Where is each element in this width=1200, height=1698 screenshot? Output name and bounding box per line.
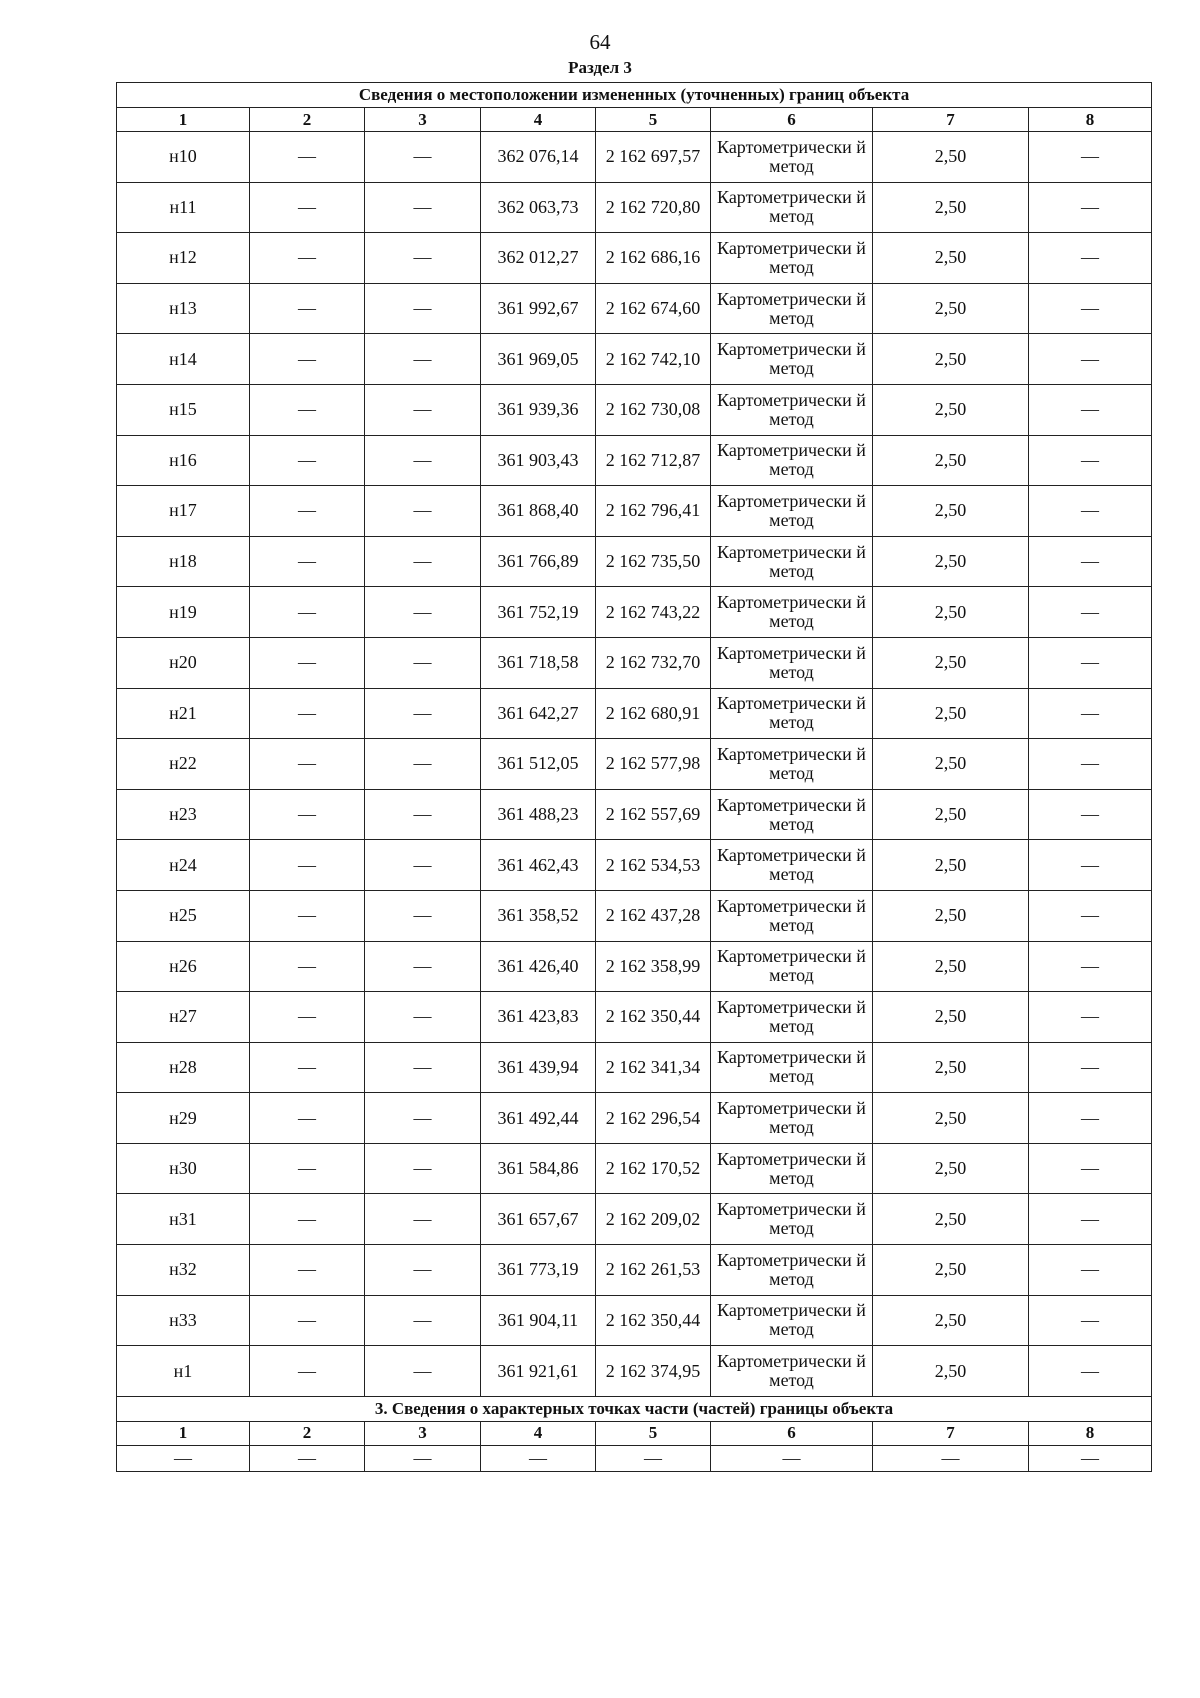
y-coordinate-cell: 2 162 209,02 (596, 1194, 711, 1245)
column-number-cell: 3 (365, 108, 481, 132)
col3-cell: — (365, 233, 481, 284)
col3-cell: — (365, 1143, 481, 1194)
method-cell: Картометрически й метод (711, 1093, 873, 1144)
col3-cell: — (365, 1346, 481, 1397)
point-cell: н10 (117, 132, 250, 183)
column-number-cell: 2 (250, 1421, 365, 1445)
x-coordinate-cell: 361 512,05 (481, 739, 596, 790)
accuracy-cell: 2,50 (873, 688, 1029, 739)
col3-cell: — (365, 688, 481, 739)
col2-cell: — (250, 334, 365, 385)
point-cell: н29 (117, 1093, 250, 1144)
accuracy-cell: 2,50 (873, 435, 1029, 486)
y-coordinate-cell: 2 162 296,54 (596, 1093, 711, 1144)
table-row (117, 1093, 1152, 1144)
col8-cell: — (1029, 1346, 1152, 1397)
boundary-table (116, 82, 1152, 1472)
col3-cell: — (365, 182, 481, 233)
column-number-cell: 5 (596, 108, 711, 132)
accuracy-cell: 2,50 (873, 840, 1029, 891)
col3-cell: — (365, 890, 481, 941)
table-row (117, 789, 1152, 840)
point-cell: н21 (117, 688, 250, 739)
col2-cell: — (250, 1194, 365, 1245)
y-coordinate-cell: 2 162 170,52 (596, 1143, 711, 1194)
col2-cell: — (250, 384, 365, 435)
method-cell: Картометрически й метод (711, 992, 873, 1043)
method-cell: Картометрически й метод (711, 486, 873, 537)
point-cell: н22 (117, 739, 250, 790)
point-cell: н31 (117, 1194, 250, 1245)
table-row (117, 688, 1152, 739)
col8-cell: — (1029, 1042, 1152, 1093)
accuracy-cell: 2,50 (873, 536, 1029, 587)
col8-cell: — (1029, 536, 1152, 587)
column-number-cell: 8 (1029, 1421, 1152, 1445)
accuracy-cell: 2,50 (873, 1093, 1029, 1144)
method-cell: Картометрически й метод (711, 789, 873, 840)
method-cell: Картометрически й метод (711, 890, 873, 941)
y-coordinate-cell: 2 162 437,28 (596, 890, 711, 941)
method-cell: Картометрически й метод (711, 637, 873, 688)
col3-cell: — (365, 283, 481, 334)
column-number-cell: 1 (117, 108, 250, 132)
accuracy-cell: 2,50 (873, 1194, 1029, 1245)
method-cell: Картометрически й метод (711, 840, 873, 891)
col3-cell: — (365, 840, 481, 891)
col3-cell: — (365, 435, 481, 486)
point-cell: н11 (117, 182, 250, 233)
part-section-title: 3. Сведения о характерных точках части (частей) границы объекта (117, 1396, 1152, 1421)
column-number-cell: 3 (365, 1421, 481, 1445)
col2-cell: — (250, 637, 365, 688)
y-coordinate-cell: 2 162 674,60 (596, 283, 711, 334)
table-row (117, 384, 1152, 435)
col3-cell: — (365, 1093, 481, 1144)
point-cell: н16 (117, 435, 250, 486)
method-cell: Картометрически й метод (711, 1346, 873, 1397)
table-row (117, 637, 1152, 688)
col8-cell: — (1029, 789, 1152, 840)
point-cell: н28 (117, 1042, 250, 1093)
y-coordinate-cell: 2 162 735,50 (596, 536, 711, 587)
table-row (117, 1194, 1152, 1245)
col2-cell: — (250, 992, 365, 1043)
x-coordinate-cell: 361 657,67 (481, 1194, 596, 1245)
accuracy-cell: 2,50 (873, 132, 1029, 183)
table-row (117, 182, 1152, 233)
y-coordinate-cell: 2 162 712,87 (596, 435, 711, 486)
point-cell: н13 (117, 283, 250, 334)
accuracy-cell: 2,50 (873, 1346, 1029, 1397)
x-coordinate-cell: 361 718,58 (481, 637, 596, 688)
table-row (117, 435, 1152, 486)
x-coordinate-cell: 362 076,14 (481, 132, 596, 183)
col3-cell: — (365, 384, 481, 435)
x-coordinate-cell: 361 773,19 (481, 1245, 596, 1296)
col8-cell: — (1029, 1295, 1152, 1346)
col2-cell: — (250, 1245, 365, 1296)
col3-cell: — (365, 132, 481, 183)
col2-cell: — (250, 941, 365, 992)
part-cell: — (365, 1445, 481, 1471)
x-coordinate-cell: 361 904,11 (481, 1295, 596, 1346)
col8-cell: — (1029, 890, 1152, 941)
table-row (117, 587, 1152, 638)
table-row (117, 334, 1152, 385)
accuracy-cell: 2,50 (873, 941, 1029, 992)
col3-cell: — (365, 334, 481, 385)
method-cell: Картометрически й метод (711, 1245, 873, 1296)
col3-cell: — (365, 1295, 481, 1346)
table-row (117, 233, 1152, 284)
y-coordinate-cell: 2 162 577,98 (596, 739, 711, 790)
y-coordinate-cell: 2 162 374,95 (596, 1346, 711, 1397)
part-cell: — (481, 1445, 596, 1471)
part-column-number-row (117, 1421, 1152, 1445)
col8-cell: — (1029, 384, 1152, 435)
point-cell: н33 (117, 1295, 250, 1346)
accuracy-cell: 2,50 (873, 1295, 1029, 1346)
col2-cell: — (250, 890, 365, 941)
table-row (117, 536, 1152, 587)
y-coordinate-cell: 2 162 730,08 (596, 384, 711, 435)
table-row (117, 1143, 1152, 1194)
accuracy-cell: 2,50 (873, 637, 1029, 688)
col2-cell: — (250, 1143, 365, 1194)
x-coordinate-cell: 361 462,43 (481, 840, 596, 891)
method-cell: Картометрически й метод (711, 536, 873, 587)
col3-cell: — (365, 1245, 481, 1296)
accuracy-cell: 2,50 (873, 283, 1029, 334)
method-cell: Картометрически й метод (711, 941, 873, 992)
point-cell: н20 (117, 637, 250, 688)
method-cell: Картометрически й метод (711, 587, 873, 638)
table-row (117, 1295, 1152, 1346)
method-cell: Картометрически й метод (711, 182, 873, 233)
col8-cell: — (1029, 435, 1152, 486)
table-title: Сведения о местоположении измененных (уточненных) границ объекта (117, 83, 1152, 108)
x-coordinate-cell: 361 752,19 (481, 587, 596, 638)
y-coordinate-cell: 2 162 680,91 (596, 688, 711, 739)
x-coordinate-cell: 361 921,61 (481, 1346, 596, 1397)
x-coordinate-cell: 362 063,73 (481, 182, 596, 233)
col8-cell: — (1029, 1143, 1152, 1194)
table-row (117, 890, 1152, 941)
column-number-cell: 5 (596, 1421, 711, 1445)
col8-cell: — (1029, 132, 1152, 183)
point-cell: н17 (117, 486, 250, 537)
x-coordinate-cell: 361 439,94 (481, 1042, 596, 1093)
y-coordinate-cell: 2 162 358,99 (596, 941, 711, 992)
section-label: Раздел 3 (568, 58, 632, 77)
col3-cell: — (365, 1042, 481, 1093)
part-cell: — (873, 1445, 1029, 1471)
y-coordinate-cell: 2 162 686,16 (596, 233, 711, 284)
x-coordinate-cell: 361 642,27 (481, 688, 596, 739)
column-number-cell: 7 (873, 108, 1029, 132)
point-cell: н25 (117, 890, 250, 941)
y-coordinate-cell: 2 162 732,70 (596, 637, 711, 688)
table-row (117, 941, 1152, 992)
table-row (117, 840, 1152, 891)
accuracy-cell: 2,50 (873, 1245, 1029, 1296)
part-cell: — (250, 1445, 365, 1471)
col2-cell: — (250, 1093, 365, 1144)
col8-cell: — (1029, 941, 1152, 992)
x-coordinate-cell: 361 584,86 (481, 1143, 596, 1194)
method-cell: Картометрически й метод (711, 1194, 873, 1245)
accuracy-cell: 2,50 (873, 1143, 1029, 1194)
accuracy-cell: 2,50 (873, 384, 1029, 435)
method-cell: Картометрически й метод (711, 283, 873, 334)
point-cell: н26 (117, 941, 250, 992)
col2-cell: — (250, 182, 365, 233)
y-coordinate-cell: 2 162 261,53 (596, 1245, 711, 1296)
x-coordinate-cell: 362 012,27 (481, 233, 596, 284)
accuracy-cell: 2,50 (873, 587, 1029, 638)
method-cell: Картометрически й метод (711, 688, 873, 739)
col2-cell: — (250, 1042, 365, 1093)
column-number-cell: 4 (481, 108, 596, 132)
point-cell: н19 (117, 587, 250, 638)
col8-cell: — (1029, 1093, 1152, 1144)
table-title-row (117, 83, 1152, 108)
part-cell: — (1029, 1445, 1152, 1471)
col3-cell: — (365, 1194, 481, 1245)
x-coordinate-cell: 361 992,67 (481, 283, 596, 334)
col2-cell: — (250, 536, 365, 587)
point-cell: н23 (117, 789, 250, 840)
y-coordinate-cell: 2 162 534,53 (596, 840, 711, 891)
point-cell: н27 (117, 992, 250, 1043)
column-number-cell: 6 (711, 108, 873, 132)
x-coordinate-cell: 361 358,52 (481, 890, 596, 941)
table-row (117, 1346, 1152, 1397)
col2-cell: — (250, 1346, 365, 1397)
col8-cell: — (1029, 587, 1152, 638)
point-cell: н18 (117, 536, 250, 587)
part-cell: — (117, 1445, 250, 1471)
col8-cell: — (1029, 992, 1152, 1043)
method-cell: Картометрически й метод (711, 334, 873, 385)
x-coordinate-cell: 361 969,05 (481, 334, 596, 385)
col2-cell: — (250, 486, 365, 537)
point-cell: н1 (117, 1346, 250, 1397)
point-cell: н12 (117, 233, 250, 284)
accuracy-cell: 2,50 (873, 182, 1029, 233)
col3-cell: — (365, 637, 481, 688)
col2-cell: — (250, 739, 365, 790)
column-number-cell: 8 (1029, 108, 1152, 132)
accuracy-cell: 2,50 (873, 890, 1029, 941)
col8-cell: — (1029, 637, 1152, 688)
column-number-cell: 1 (117, 1421, 250, 1445)
column-number-cell: 7 (873, 1421, 1029, 1445)
y-coordinate-cell: 2 162 796,41 (596, 486, 711, 537)
method-cell: Картометрически й метод (711, 739, 873, 790)
x-coordinate-cell: 361 426,40 (481, 941, 596, 992)
col3-cell: — (365, 536, 481, 587)
method-cell: Картометрически й метод (711, 1042, 873, 1093)
col8-cell: — (1029, 486, 1152, 537)
col3-cell: — (365, 739, 481, 790)
col3-cell: — (365, 486, 481, 537)
method-cell: Картометрически й метод (711, 233, 873, 284)
part-table-row (117, 1445, 1152, 1471)
table-row (117, 283, 1152, 334)
col2-cell: — (250, 840, 365, 891)
column-number-cell: 6 (711, 1421, 873, 1445)
point-cell: н14 (117, 334, 250, 385)
method-cell: Картометрически й метод (711, 435, 873, 486)
y-coordinate-cell: 2 162 697,57 (596, 132, 711, 183)
y-coordinate-cell: 2 162 743,22 (596, 587, 711, 638)
table-row (117, 486, 1152, 537)
x-coordinate-cell: 361 492,44 (481, 1093, 596, 1144)
col8-cell: — (1029, 334, 1152, 385)
x-coordinate-cell: 361 903,43 (481, 435, 596, 486)
accuracy-cell: 2,50 (873, 486, 1029, 537)
point-cell: н30 (117, 1143, 250, 1194)
col8-cell: — (1029, 1245, 1152, 1296)
accuracy-cell: 2,50 (873, 1042, 1029, 1093)
col3-cell: — (365, 789, 481, 840)
y-coordinate-cell: 2 162 350,44 (596, 1295, 711, 1346)
col8-cell: — (1029, 233, 1152, 284)
part-cell: — (596, 1445, 711, 1471)
col2-cell: — (250, 233, 365, 284)
x-coordinate-cell: 361 939,36 (481, 384, 596, 435)
col3-cell: — (365, 992, 481, 1043)
part-section-title-row (117, 1396, 1152, 1421)
col2-cell: — (250, 283, 365, 334)
col3-cell: — (365, 587, 481, 638)
accuracy-cell: 2,50 (873, 334, 1029, 385)
x-coordinate-cell: 361 766,89 (481, 536, 596, 587)
accuracy-cell: 2,50 (873, 789, 1029, 840)
method-cell: Картометрически й метод (711, 132, 873, 183)
y-coordinate-cell: 2 162 720,80 (596, 182, 711, 233)
col2-cell: — (250, 435, 365, 486)
x-coordinate-cell: 361 423,83 (481, 992, 596, 1043)
y-coordinate-cell: 2 162 742,10 (596, 334, 711, 385)
y-coordinate-cell: 2 162 557,69 (596, 789, 711, 840)
table-row (117, 992, 1152, 1043)
point-cell: н32 (117, 1245, 250, 1296)
col2-cell: — (250, 587, 365, 638)
col8-cell: — (1029, 1194, 1152, 1245)
method-cell: Картометрически й метод (711, 1295, 873, 1346)
y-coordinate-cell: 2 162 341,34 (596, 1042, 711, 1093)
accuracy-cell: 2,50 (873, 739, 1029, 790)
column-number-cell: 4 (481, 1421, 596, 1445)
point-cell: н24 (117, 840, 250, 891)
col3-cell: — (365, 941, 481, 992)
col2-cell: — (250, 1295, 365, 1346)
col8-cell: — (1029, 739, 1152, 790)
table-row (117, 739, 1152, 790)
table-row (117, 132, 1152, 183)
col2-cell: — (250, 789, 365, 840)
col8-cell: — (1029, 688, 1152, 739)
col8-cell: — (1029, 182, 1152, 233)
point-cell: н15 (117, 384, 250, 435)
method-cell: Картометрически й метод (711, 384, 873, 435)
accuracy-cell: 2,50 (873, 992, 1029, 1043)
col8-cell: — (1029, 840, 1152, 891)
table-row (117, 1245, 1152, 1296)
col2-cell: — (250, 132, 365, 183)
col8-cell: — (1029, 283, 1152, 334)
accuracy-cell: 2,50 (873, 233, 1029, 284)
part-cell: — (711, 1445, 873, 1471)
column-number-cell: 2 (250, 108, 365, 132)
table-body (117, 83, 1152, 1472)
column-number-row (117, 108, 1152, 132)
y-coordinate-cell: 2 162 350,44 (596, 992, 711, 1043)
x-coordinate-cell: 361 868,40 (481, 486, 596, 537)
col2-cell: — (250, 688, 365, 739)
page-number: 64 (589, 30, 611, 54)
x-coordinate-cell: 361 488,23 (481, 789, 596, 840)
table-row (117, 1042, 1152, 1093)
method-cell: Картометрически й метод (711, 1143, 873, 1194)
